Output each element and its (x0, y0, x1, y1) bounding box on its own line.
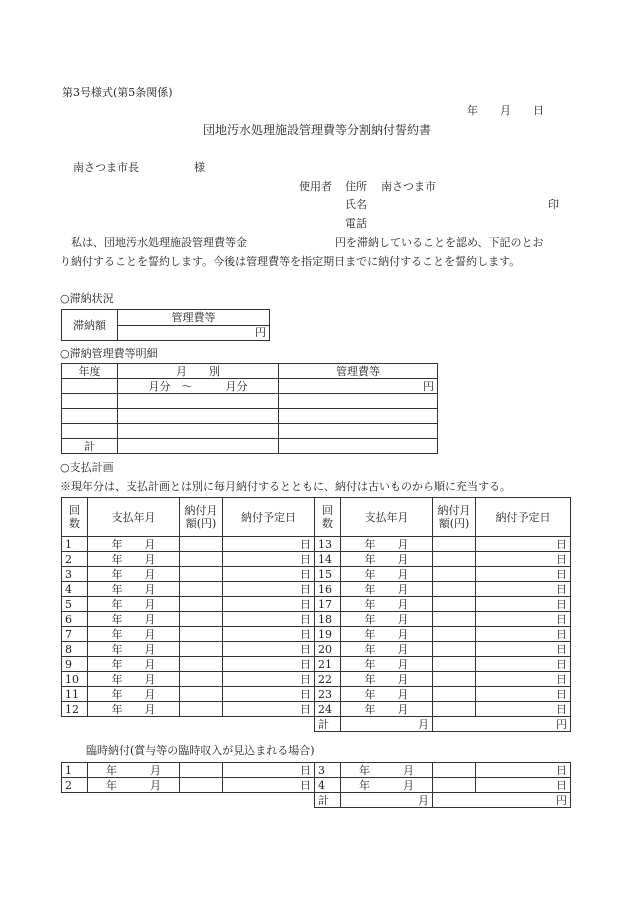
section-arrears-status: ○滞納状況 (60, 292, 114, 305)
temporary-payment-title: 臨時納付(賞与等の臨時収入が見込まれる場合) (86, 744, 315, 757)
detail-fee-header: 管理費等 (279, 364, 438, 379)
plan-year-month: 年 月 (88, 582, 180, 597)
plan-year-month: 年 月 (88, 567, 180, 582)
addressee: 南さつま市長 様 (73, 161, 205, 174)
plan-amount (180, 582, 223, 597)
plan-year-month: 年 月 (88, 702, 180, 717)
plan-due-date: 日 (223, 657, 315, 672)
arrears-table (61, 309, 270, 341)
plan-amount (433, 612, 476, 627)
temp-row (62, 778, 571, 793)
plan-month-header: 支払年月 (88, 498, 180, 537)
temp-total-label: 計 (315, 793, 341, 808)
temp-no: 1 (62, 763, 88, 778)
plan-no: 24 (315, 702, 341, 717)
pledge-text-line2: り納付することを誓約します。今後は管理費等を指定期日までに納付することを誓約します。 (60, 255, 521, 268)
address-value: 南さつま市 (381, 180, 436, 193)
plan-year-month: 年 月 (88, 687, 180, 702)
plan-amount (180, 687, 223, 702)
detail-total-label: 計 (62, 439, 118, 454)
plan-year-month: 年 月 (88, 657, 180, 672)
plan-amount (180, 552, 223, 567)
document-title: 団地汚水処理施設管理費等分割納付誓約書 (203, 123, 432, 137)
plan-no: 2 (62, 552, 88, 567)
plan-no: 19 (315, 627, 341, 642)
plan-row (62, 687, 571, 702)
seal-mark: 印 (548, 198, 559, 211)
detail-month-range: 月分 ～ 月分 (118, 379, 279, 394)
plan-due-date: 日 (223, 597, 315, 612)
detail-month-header: 月 別 (118, 364, 279, 379)
plan-due-date: 日 (223, 672, 315, 687)
detail-total-row (62, 439, 438, 454)
plan-year-month: 年 月 (341, 702, 433, 717)
arrears-label: 滞納額 (62, 310, 118, 341)
plan-due-date: 日 (223, 552, 315, 567)
payment-plan-note: ※現年分は、支払計画とは別に毎月納付するとともに、納付は古いものから順に充当する。 (60, 480, 511, 493)
temp-year-month: 年 月 (88, 778, 180, 793)
plan-no-header: 回 数 (62, 498, 88, 537)
arrears-fee-header: 管理費等 (118, 310, 270, 326)
plan-due-date: 日 (223, 642, 315, 657)
plan-no: 6 (62, 612, 88, 627)
detail-header-row (62, 364, 438, 379)
plan-amount (433, 627, 476, 642)
temp-row (62, 763, 571, 778)
plan-no: 20 (315, 642, 341, 657)
plan-year-month: 年 月 (341, 567, 433, 582)
plan-year-month: 年 月 (88, 552, 180, 567)
plan-year-month: 年 月 (341, 612, 433, 627)
plan-due-date: 日 (476, 642, 571, 657)
plan-year-month: 年 月 (88, 642, 180, 657)
temp-no: 4 (315, 778, 341, 793)
plan-due-date: 日 (223, 627, 315, 642)
detail-table (61, 363, 438, 454)
temp-year-month: 年 月 (88, 763, 180, 778)
plan-no: 13 (315, 537, 341, 552)
plan-row (62, 657, 571, 672)
plan-amount (433, 657, 476, 672)
plan-no: 21 (315, 657, 341, 672)
plan-year-month: 年 月 (341, 552, 433, 567)
temp-total-amount: 円 (433, 793, 571, 808)
plan-amount (433, 567, 476, 582)
payment-plan-table (61, 497, 571, 732)
temp-amount (433, 778, 476, 793)
plan-amount (433, 537, 476, 552)
table-row (62, 409, 438, 424)
plan-amount (433, 687, 476, 702)
user-label: 使用者 (299, 180, 332, 193)
plan-row (62, 612, 571, 627)
plan-header-row (62, 498, 571, 537)
plan-year-month: 年 月 (88, 627, 180, 642)
plan-no: 4 (62, 582, 88, 597)
temp-no: 2 (62, 778, 88, 793)
plan-no: 16 (315, 582, 341, 597)
plan-no: 10 (62, 672, 88, 687)
plan-due-date: 日 (476, 552, 571, 567)
plan-row (62, 702, 571, 717)
plan-amount-header: 納付月 額(円) (433, 498, 476, 537)
temporary-payment-table (61, 762, 571, 808)
plan-year-month: 年 月 (341, 687, 433, 702)
plan-due-date: 日 (223, 582, 315, 597)
plan-due-date: 日 (476, 612, 571, 627)
plan-due-date: 日 (476, 537, 571, 552)
table-row (62, 424, 438, 439)
plan-no: 17 (315, 597, 341, 612)
plan-total-amount: 円 (433, 717, 571, 732)
plan-no: 23 (315, 687, 341, 702)
table-row (62, 394, 438, 409)
plan-year-month: 年 月 (88, 612, 180, 627)
detail-amount: 円 (279, 379, 438, 394)
plan-amount (180, 612, 223, 627)
plan-amount (433, 672, 476, 687)
plan-due-date: 日 (223, 702, 315, 717)
detail-year-header: 年度 (62, 364, 118, 379)
plan-due-date: 日 (476, 567, 571, 582)
plan-amount (180, 567, 223, 582)
table-row (62, 379, 438, 394)
plan-amount (433, 597, 476, 612)
plan-due-date: 日 (476, 657, 571, 672)
address-label: 住所 (345, 180, 367, 193)
plan-amount (433, 582, 476, 597)
date-line: 年 月 日 (467, 104, 544, 117)
plan-year-month: 年 月 (341, 657, 433, 672)
plan-due-date: 日 (476, 702, 571, 717)
plan-date-header: 納付予定日 (476, 498, 571, 537)
plan-total-month: 月 (341, 717, 433, 732)
plan-row (62, 582, 571, 597)
plan-amount-header: 納付月 額(円) (180, 498, 223, 537)
plan-amount (433, 552, 476, 567)
temp-due-date: 日 (223, 763, 315, 778)
plan-due-date: 日 (476, 582, 571, 597)
plan-year-month: 年 月 (341, 537, 433, 552)
plan-no: 14 (315, 552, 341, 567)
plan-total-label: 計 (315, 717, 341, 732)
form-number: 第3号様式(第5条関係) (62, 86, 173, 99)
plan-due-date: 日 (476, 627, 571, 642)
plan-year-month: 年 月 (88, 537, 180, 552)
plan-row (62, 672, 571, 687)
plan-due-date: 日 (223, 567, 315, 582)
plan-amount (180, 537, 223, 552)
temp-total-month: 月 (341, 793, 433, 808)
plan-no: 18 (315, 612, 341, 627)
plan-row (62, 552, 571, 567)
temp-total-row (62, 793, 571, 808)
plan-year-month: 年 月 (341, 672, 433, 687)
plan-amount (433, 642, 476, 657)
plan-no: 3 (62, 567, 88, 582)
plan-year-month: 年 月 (341, 642, 433, 657)
plan-amount (180, 702, 223, 717)
temp-amount (180, 778, 223, 793)
plan-no: 5 (62, 597, 88, 612)
plan-year-month: 年 月 (88, 672, 180, 687)
plan-year-month: 年 月 (341, 597, 433, 612)
temp-due-date: 日 (223, 778, 315, 793)
plan-no: 15 (315, 567, 341, 582)
temp-no: 3 (315, 763, 341, 778)
plan-no: 22 (315, 672, 341, 687)
arrears-amount: 円 (118, 325, 270, 341)
temp-due-date: 日 (476, 763, 571, 778)
plan-no-header: 回 数 (315, 498, 341, 537)
plan-year-month: 年 月 (341, 582, 433, 597)
plan-due-date: 日 (476, 672, 571, 687)
plan-no: 8 (62, 642, 88, 657)
plan-row (62, 627, 571, 642)
plan-amount (180, 597, 223, 612)
temp-amount (180, 763, 223, 778)
temp-amount (433, 763, 476, 778)
plan-row (62, 597, 571, 612)
plan-no: 9 (62, 657, 88, 672)
temp-year-month: 年 月 (341, 763, 433, 778)
section-payment-plan: ○支払計画 (60, 461, 114, 474)
plan-amount (180, 657, 223, 672)
pledge-text-line1: 私は、団地汚水処理施設管理費等金 円を滞納していることを認め、下記のとお (71, 236, 544, 249)
plan-amount (180, 627, 223, 642)
plan-row (62, 537, 571, 552)
plan-due-date: 日 (476, 687, 571, 702)
plan-no: 11 (62, 687, 88, 702)
plan-due-date: 日 (476, 597, 571, 612)
plan-year-month: 年 月 (341, 627, 433, 642)
plan-year-month: 年 月 (88, 597, 180, 612)
plan-total-row (62, 717, 571, 732)
plan-month-header: 支払年月 (341, 498, 433, 537)
plan-no: 7 (62, 627, 88, 642)
temp-due-date: 日 (476, 778, 571, 793)
temp-year-month: 年 月 (341, 778, 433, 793)
plan-no: 1 (62, 537, 88, 552)
plan-date-header: 納付予定日 (223, 498, 315, 537)
name-label: 氏名 (345, 198, 367, 211)
plan-row (62, 567, 571, 582)
plan-due-date: 日 (223, 612, 315, 627)
phone-label: 電話 (345, 217, 367, 230)
plan-amount (433, 702, 476, 717)
plan-due-date: 日 (223, 687, 315, 702)
plan-due-date: 日 (223, 537, 315, 552)
plan-row (62, 642, 571, 657)
plan-no: 12 (62, 702, 88, 717)
section-arrears-detail: ○滞納管理費等明細 (60, 347, 158, 360)
plan-amount (180, 642, 223, 657)
plan-amount (180, 672, 223, 687)
